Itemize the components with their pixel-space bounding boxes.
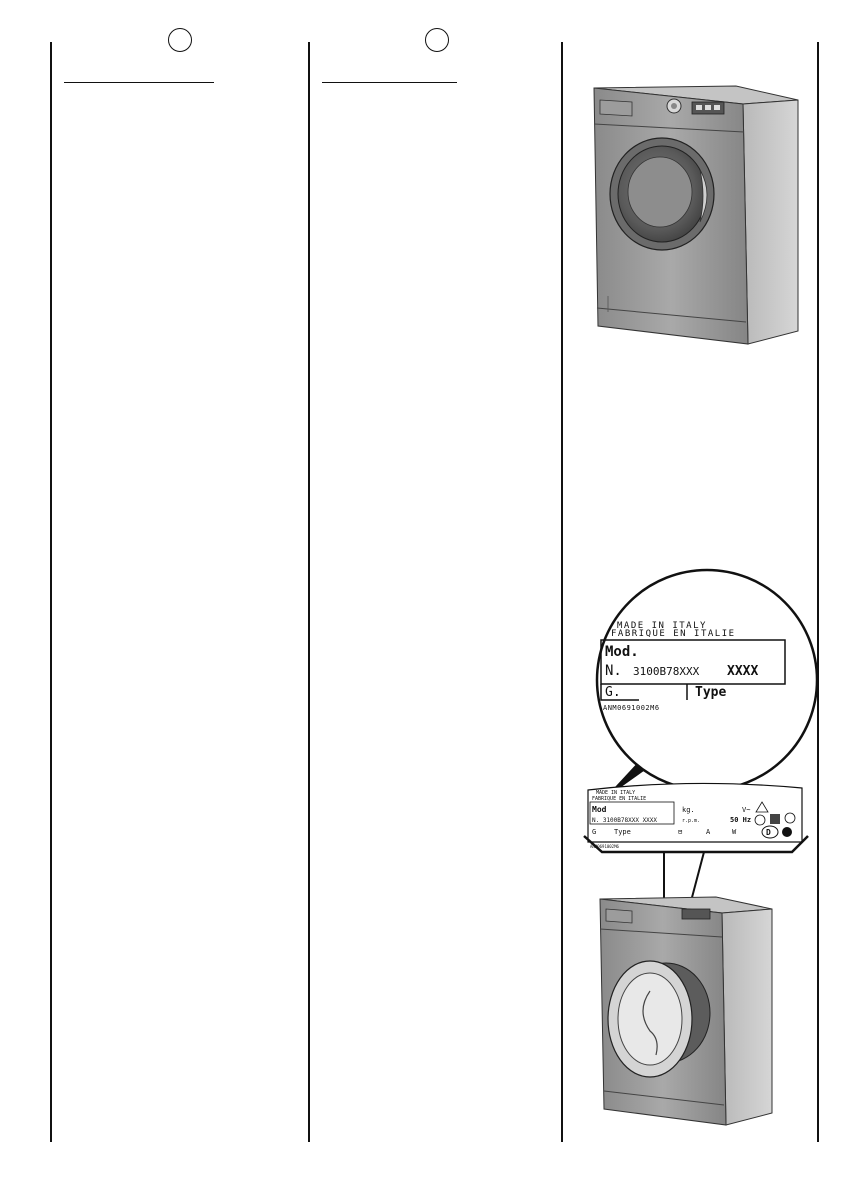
column-divider-3 <box>561 42 563 1142</box>
small-plate-made-in: MADE IN ITALY <box>596 790 636 796</box>
column-divider-2 <box>308 42 310 1142</box>
ce-mark-icon <box>770 814 780 824</box>
plate-fabrique: FABRIQUE EN ITALIE <box>611 629 736 639</box>
column-divider-1 <box>50 42 52 1142</box>
small-plate-fuse: ⊟ <box>678 828 683 836</box>
plate-serial-number: 3100B78XXX <box>633 665 700 678</box>
small-plate-amps: A <box>706 828 711 836</box>
small-plate-serial: N. 3100B78XXX XXXX <box>592 817 658 824</box>
language-badge-col1 <box>168 28 192 52</box>
small-plate-kg: kg. <box>682 806 695 814</box>
small-plate-voltage: V~ <box>742 806 751 814</box>
heading-rule-col2 <box>322 82 457 83</box>
plate-mod-label: Mod. <box>605 644 639 660</box>
washing-machine-top-illustration <box>588 86 803 348</box>
disposal-mark-icon <box>782 827 792 837</box>
plate-serial-prefix: N. <box>605 663 622 679</box>
small-plate-g: G <box>592 828 597 836</box>
plate-serial-suffix: XXXX <box>727 664 759 679</box>
plate-made-in: MADE IN ITALY <box>617 621 707 631</box>
language-badge-col2 <box>425 28 449 52</box>
small-plate-code: ANM0691002M6 <box>590 844 619 849</box>
washing-machine-bottom-illustration <box>596 895 776 1127</box>
small-plate-d: D <box>766 828 771 837</box>
small-plate-fabrique: FABRIQUE EN ITALIE <box>592 796 647 802</box>
plate-code: ANM0691002M6 <box>603 704 660 712</box>
plate-g-label: G. <box>605 685 621 700</box>
heading-rule-col1 <box>64 82 214 83</box>
small-plate-mod: Mod <box>592 805 607 814</box>
small-plate-hz: 50 Hz <box>730 816 752 824</box>
small-plate-watts: W <box>732 828 737 836</box>
small-plate-type: Type <box>614 828 631 836</box>
plate-type-label: Type <box>695 685 727 700</box>
small-plate-rpm: r.p.m. <box>682 818 701 824</box>
